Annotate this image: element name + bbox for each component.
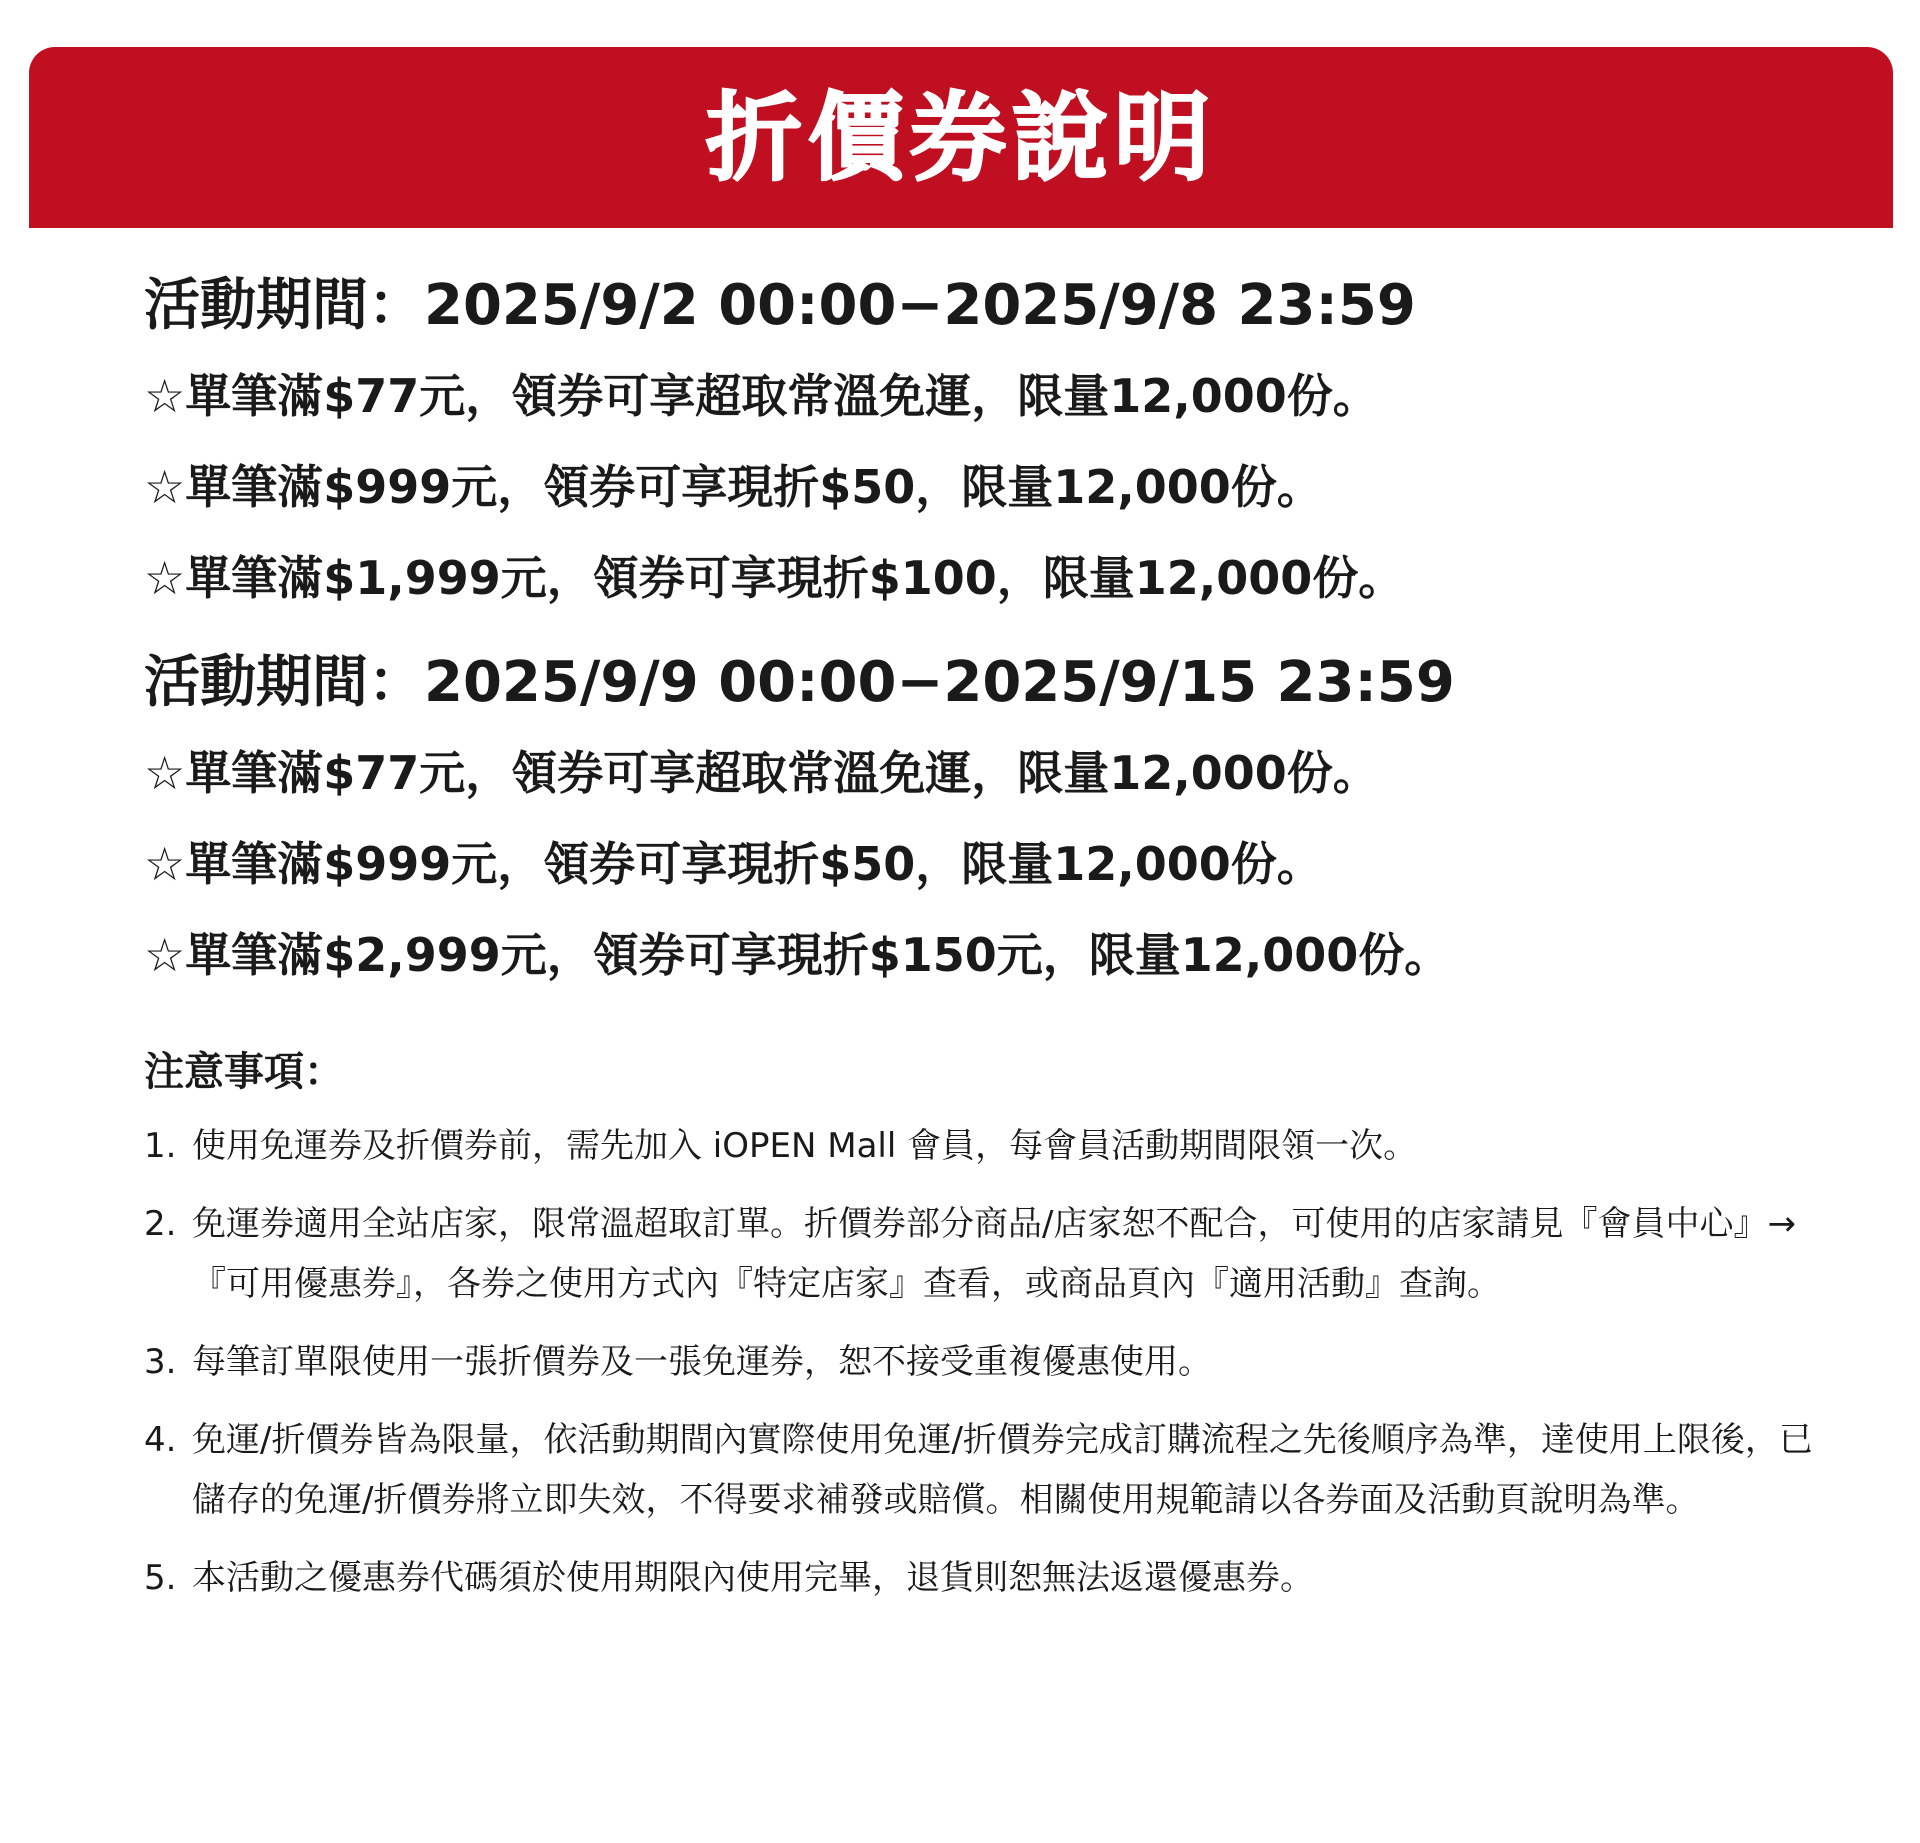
offer-text: 單筆滿$999元，領券可享現折$50，限量12,000份。 xyxy=(185,460,1323,514)
period-label: 活動期間：2025/9/2 00:00−2025/9/8 23:59 xyxy=(144,273,1416,338)
note-number: 1. xyxy=(144,1126,177,1166)
note-number: 3. xyxy=(144,1342,177,1382)
page-title: 折價券說明 xyxy=(706,81,1216,194)
offer-text: 單筆滿$77元，領券可享超取常溫免運，限量12,000份。 xyxy=(185,746,1379,800)
offer-text: 單筆滿$1,999元，領券可享現折$100，限量12,000份。 xyxy=(185,551,1405,605)
note-text: 免運券適用全站店家，限常溫超取訂單。折價券部分商品/店家恕不配合，可使用的店家請見『會員中心』→『可用優惠券』，各券之使用方式內『特定店家』查看，或商品頁內『適用活動』查詢。 xyxy=(192,1204,1796,1304)
offer-list xyxy=(144,729,1824,1002)
notes-title: 注意事項： xyxy=(144,1049,344,1095)
main-content xyxy=(144,266,1824,1626)
note-number: 2. xyxy=(144,1204,177,1244)
notes-list xyxy=(144,1116,1824,1608)
offer-text: 單筆滿$2,999元，領券可享現折$150元，限量12,000份。 xyxy=(185,928,1451,982)
offer-item xyxy=(144,911,1824,1002)
star-icon: ☆ xyxy=(144,460,186,514)
note-item xyxy=(144,1116,1824,1176)
period-section xyxy=(144,643,1824,1002)
note-item xyxy=(144,1410,1824,1530)
star-icon: ☆ xyxy=(144,837,186,891)
offer-item xyxy=(144,443,1824,534)
offer-item xyxy=(144,534,1824,625)
offer-list xyxy=(144,352,1824,625)
header-banner xyxy=(29,47,1893,228)
note-text: 免運/折價券皆為限量，依活動期間內實際使用免運/折價券完成訂購流程之先後順序為準，達使用上限後，已儲存的免運/折價券將立即失效，不得要求補發或賠償。相關使用規範請以各券面及活動頁說明為準。 xyxy=(192,1420,1813,1520)
star-icon: ☆ xyxy=(144,551,186,605)
offer-text: 單筆滿$77元，領券可享超取常溫免運，限量12,000份。 xyxy=(185,369,1379,423)
offer-text: 單筆滿$999元，領券可享現折$50，限量12,000份。 xyxy=(185,837,1323,891)
star-icon: ☆ xyxy=(144,369,186,423)
note-number: 4. xyxy=(144,1420,177,1460)
note-number: 5. xyxy=(144,1558,177,1598)
offer-item xyxy=(144,729,1824,820)
note-text: 每筆訂單限使用一張折價券及一張免運券，恕不接受重複優惠使用。 xyxy=(192,1342,1212,1382)
period-label: 活動期間：2025/9/9 00:00−2025/9/15 23:59 xyxy=(144,650,1455,715)
note-item xyxy=(144,1548,1824,1608)
offer-item xyxy=(144,352,1824,443)
note-text: 使用免運券及折價券前，需先加入 iOPEN Mall 會員，每會員活動期間限領一次。 xyxy=(192,1126,1418,1166)
star-icon: ☆ xyxy=(144,746,186,800)
period-section xyxy=(144,266,1824,625)
offer-item xyxy=(144,820,1824,911)
star-icon: ☆ xyxy=(144,928,186,982)
note-item xyxy=(144,1194,1824,1314)
note-item xyxy=(144,1332,1824,1392)
note-text: 本活動之優惠券代碼須於使用期限內使用完畢，退貨則恕無法返還優惠券。 xyxy=(192,1558,1314,1598)
